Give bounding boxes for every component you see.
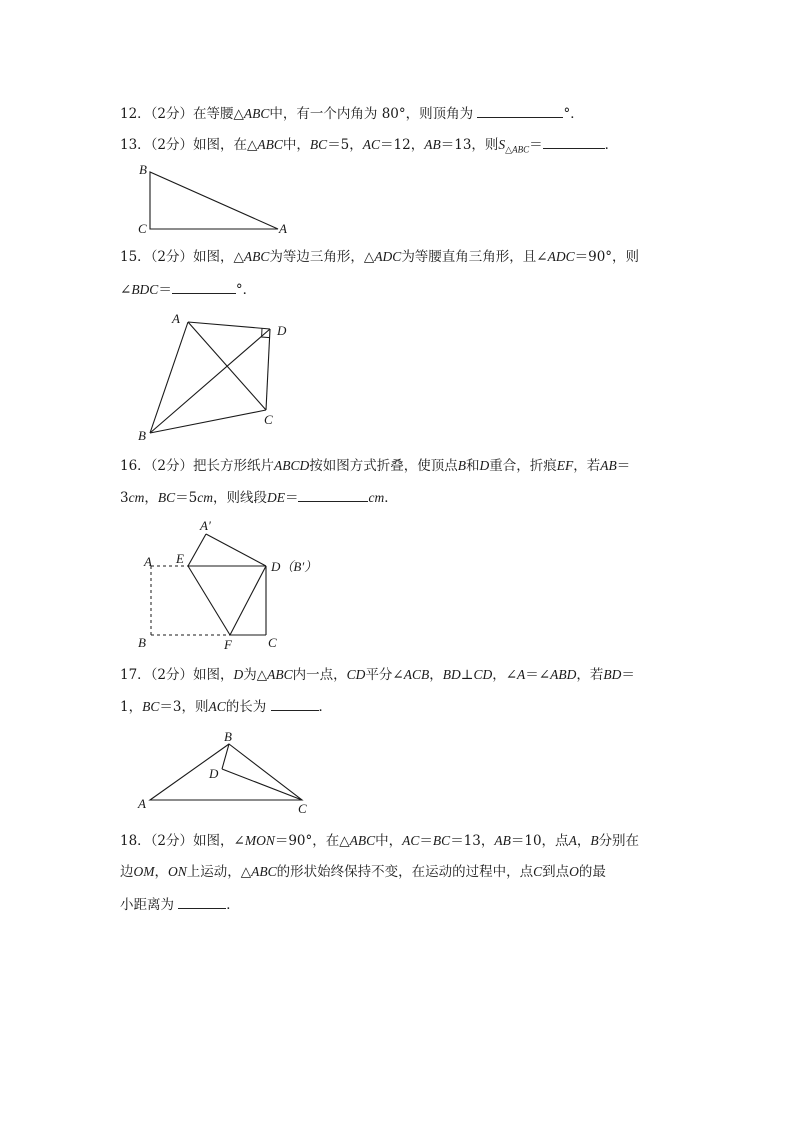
var: MON: [244, 833, 275, 848]
q18-text: ＝90°，在△: [274, 833, 350, 849]
q17-label-a: A: [138, 796, 146, 811]
q15-text: 为等腰直角三角形，且∠: [401, 249, 548, 265]
var: EF: [556, 458, 574, 473]
var: ABD: [550, 667, 577, 682]
q13-text: ＝12，: [380, 137, 425, 153]
q16-label-a: A: [144, 554, 152, 569]
q17-text: ＝: [621, 667, 635, 683]
var: AC: [208, 699, 226, 714]
var: CD: [346, 667, 366, 682]
q18-text: 边: [120, 864, 134, 880]
var: ON: [168, 864, 187, 879]
var: AC: [362, 137, 381, 152]
q15-label-b: B: [138, 428, 146, 443]
var: BC: [142, 699, 160, 714]
q15-text: 为等边三角形，△: [269, 249, 375, 265]
q16-label-f: F: [224, 637, 232, 652]
q17-text: 1，: [120, 699, 143, 715]
var: ABCD: [274, 458, 310, 473]
q18-text: ，: [154, 864, 168, 880]
q15-label-a: A: [172, 311, 180, 326]
q18-line-1: [120, 831, 639, 851]
q16-text: ．: [384, 490, 398, 506]
q13-text: ．: [604, 137, 619, 153]
var: cm: [368, 490, 385, 505]
q18-text: 到点: [542, 864, 570, 880]
var: ADC: [547, 249, 575, 264]
q16-text: 3: [120, 490, 129, 506]
var: cm: [197, 490, 213, 505]
q18-text: ＝13，: [450, 833, 495, 849]
q16-text: ＝: [284, 490, 299, 506]
q17-text: ，∠: [492, 667, 518, 683]
q18-number: 18．（2分）: [120, 833, 194, 849]
q13-label-a: A: [279, 221, 287, 236]
q17-text: ＝∠: [525, 667, 551, 683]
q16-text: ＝: [616, 458, 631, 474]
q13-label-b: B: [139, 162, 147, 177]
q16-text: 按如图方式折叠，使顶点: [309, 458, 458, 474]
q13-label-c: C: [138, 221, 147, 236]
var: OM: [133, 864, 155, 879]
q18-text: 的最: [578, 864, 606, 880]
q16-text: 和: [466, 458, 480, 474]
q17-text: 平分∠: [365, 667, 404, 683]
var: AC: [402, 833, 420, 848]
q16-text: ，若: [573, 458, 601, 474]
var: B: [590, 833, 599, 848]
var: ABC: [349, 833, 376, 848]
q18-text: ，: [576, 833, 591, 849]
var: cm: [128, 490, 145, 505]
var: ABC: [267, 667, 293, 682]
q16-text: ＝5: [175, 490, 198, 506]
q18-text: 小距离为: [120, 897, 174, 913]
var: ADC: [374, 249, 402, 264]
q18-text: 的形状始终保持不变，在运动的过程中，点: [276, 864, 534, 880]
q13-text: 如图，在△: [193, 137, 258, 153]
q18-line-2: [120, 862, 606, 882]
var: BC: [309, 137, 328, 152]
var: A: [517, 667, 526, 682]
q15-text: ∠: [120, 282, 132, 298]
var: ABC: [243, 249, 270, 264]
var: D: [233, 667, 244, 682]
q16-label-b: B: [138, 635, 146, 650]
q17-text: 内一点，: [292, 667, 347, 683]
q17-seg-dc: [222, 769, 302, 800]
q17-label-d: D: [209, 766, 219, 781]
q16-text: ，则线段: [212, 490, 267, 506]
q17-label-b: B: [224, 729, 232, 744]
var: B: [457, 458, 467, 473]
var: AB: [494, 833, 511, 848]
q18-text: 如图，∠: [193, 833, 245, 849]
var-subscript: △ABC: [505, 144, 530, 155]
q18-text: 中，: [375, 833, 403, 849]
q17-label-c: C: [298, 801, 307, 816]
var: AB: [600, 458, 617, 473]
var: BD: [442, 667, 461, 682]
var: CD: [473, 667, 493, 682]
var: ABC: [251, 864, 277, 879]
q15-label-c: C: [264, 412, 273, 427]
q16-text: 重合，折痕: [489, 458, 557, 474]
var: BC: [432, 833, 451, 848]
var: DE: [266, 490, 285, 505]
var: BC: [157, 490, 176, 505]
q17-text: 为△: [243, 667, 268, 683]
q16-label-d-b-prime: D（B′）: [271, 559, 318, 574]
var: ABC: [243, 106, 270, 121]
q15-number: 15．（2分）: [120, 249, 194, 265]
var: BD: [603, 667, 622, 682]
q12-text: 在等腰△: [193, 106, 244, 122]
q13-text: ＝13，则: [440, 137, 499, 153]
q16-label-e: E: [176, 551, 184, 566]
var: S: [498, 137, 506, 152]
q15-label-d: D: [277, 323, 287, 338]
q17-text: ＝3，则: [159, 699, 209, 715]
q12-text: °．: [563, 106, 584, 122]
var: D: [479, 458, 490, 473]
q15-text: ＝90°，则: [574, 249, 640, 265]
var: O: [569, 864, 579, 879]
q16-label-c: C: [268, 635, 277, 650]
var: A: [568, 833, 577, 848]
q12-text: 中，有一个内角为 80°，则顶角为: [269, 106, 474, 122]
q15-text: 如图，△: [193, 249, 244, 265]
q13-text: ＝5，: [327, 137, 363, 153]
q16-text: 把长方形纸片: [193, 458, 275, 474]
q18-text: ．: [226, 897, 240, 913]
q15-text: °．: [235, 282, 257, 298]
q12-number: 12．（2分）: [120, 106, 194, 122]
q17-text: 的长为: [225, 699, 267, 715]
var: ABC: [257, 137, 283, 152]
answer-blank[interactable]: [178, 894, 226, 909]
q13-text: 中，: [282, 137, 310, 153]
q18-text: 上运动，△: [186, 864, 252, 880]
q16-text: ，: [144, 490, 158, 506]
q18-text: ＝10，点: [510, 833, 569, 849]
q17-text: ．: [318, 699, 333, 715]
q16-label-a-prime: A′: [200, 518, 211, 533]
q17-number: 17．（2分）: [120, 667, 194, 683]
q13-text: ＝: [529, 137, 543, 153]
q17-text: ⊥: [460, 667, 474, 683]
q18-line-3: [120, 894, 240, 915]
q18-text: ＝: [419, 833, 433, 849]
var: BDC: [131, 282, 159, 297]
q16-number: 16．（2分）: [120, 458, 194, 474]
q17-text: 如图，: [193, 667, 234, 683]
q18-text: 分别在: [598, 833, 640, 849]
q15-text: ＝: [158, 282, 172, 298]
q13-number: 13．（2分）: [120, 137, 194, 153]
var: ACB: [403, 667, 430, 682]
var: C: [533, 864, 543, 879]
var: AB: [424, 137, 441, 152]
q17-text: ，: [429, 667, 443, 683]
q17-text: ，若: [576, 667, 604, 683]
